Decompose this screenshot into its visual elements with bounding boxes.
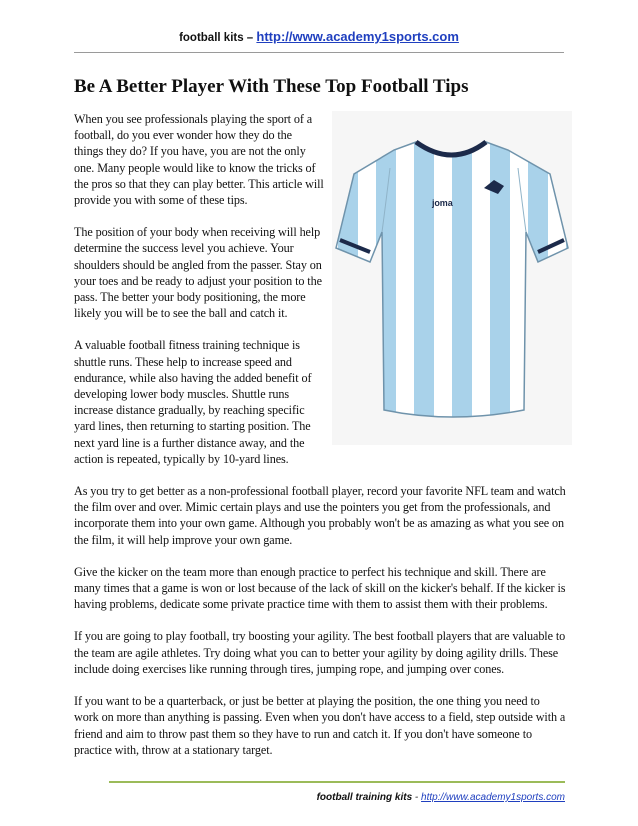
paragraph: If you want to be a quarterback, or just be better at playing the position, the one thing you need to work on more than anything is passing. Even when you don't have access to a field, step outside with a friend and aim to throw past them so they have to run and catch it. If you don't have someone to practice with, throw at a stationary target. [74, 694, 566, 757]
article-title: Be A Better Player With These Top Football Tips [74, 76, 469, 97]
footer-divider [109, 781, 565, 783]
jersey-image [332, 111, 572, 445]
paragraph: A valuable football fitness training technique is shuttle runs. These help to increase speed and endurance, while also having the added benefit of developing lower body muscles. Shuttle runs increase distance gradually, by reaching specific yard lines, then returning to starting position. The next yard line is a further distance away, and the action is repeated, typically by 10-yard lines. [74, 338, 312, 466]
paragraph: When you see professionals playing the sport of a football, do you ever wonder how they do the things they do? If you have, you are not the only one. Many people would like to know the tricks of the pros so that they can play better. This article will provide you with some of these tips. [74, 112, 324, 208]
paragraph: As you try to get better as a non-professional football player, record your favorite NFL team and watch the film over and over. Mimic certain plays and use the pointers you get from the professionals, and incorporate them into your own game. Although you probably won't be as amazing as what you see on the film, it will help improve your own game. [74, 484, 566, 547]
paragraph: The position of your body when receiving will help determine the success level you achieve. Your shoulders should be angled from the passer. Stay on your toes and be ready to adjust your position to the pass. The better your body positioning, the more likely you will be to see the ball and catch it. [74, 225, 322, 321]
header-link[interactable]: http://www.academy1sports.com [256, 29, 459, 44]
article-body [74, 111, 566, 774]
paragraph: If you are going to play football, try boosting your agility. The best football players that are valuable to the team are agile athletes. Try doing what you can to better your agility by doing agility drills. These include doing exercises like running through tires, jumping rope, and jumping over cones. [74, 629, 566, 676]
paragraph: Give the kicker on the team more than enough practice to perfect his technique and skill. There are many times that a game is won or lost because of the lack of skill on the kicker's behalf. If the kicker is having problems, dedicate some private practice time with them to assist them with their problems. [74, 564, 566, 612]
page-footer [109, 792, 565, 803]
header-divider [74, 52, 564, 53]
footer-link[interactable]: http://www.academy1sports.com [421, 792, 565, 803]
jersey-brand: joma [432, 198, 453, 208]
footer-separator: - [412, 792, 422, 803]
page-header [74, 29, 564, 44]
header-label: football kits – [179, 32, 254, 44]
jersey-illustration [334, 128, 570, 428]
footer-label: football training kits [316, 792, 413, 803]
